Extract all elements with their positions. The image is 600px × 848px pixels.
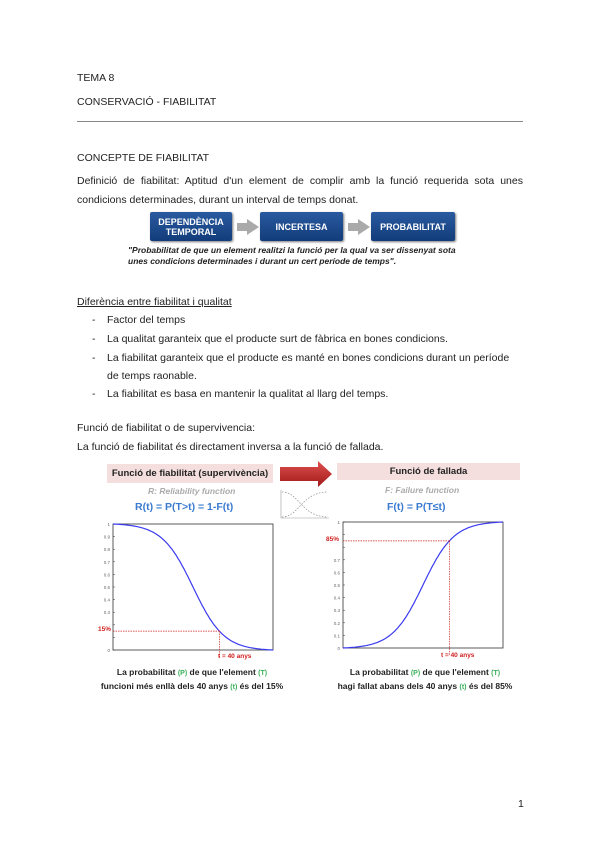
arrow-icon	[358, 219, 370, 235]
failure-title: Funció de fallada	[337, 463, 520, 480]
document-page: TEMA 8 CONSERVACIÓ - FIABILITAT CONCEPTE DE FIABILITAT Definició de fiabilitat: Aptitud d'un element de complir amb la funció requerida sota unes condicions determinades, durant un interval de temps donat. DEPENDÈNCIA TEMPORAL INCERTESA PROBABILITAT "Probabilitat de que un element realitzi la funció per la qual va ser dissenyat sota unes condicions determinades i durant un cert període de temps". Diferència entre fiabilitat i qualitat - Factor del temps - La qualitat garanteix que el producte surt de fàbrica en bones condicions. - La fiabilitat garanteix que el producte es manté en bones condicions durant un període de temps raonable. - La fiabilitat es basa en mantenir la qualitat al llarg del temps. Funció de fiabilitat o de supervivencia: La funció de fiabilitat és directament inversa a la funció de fallada. Funció de fiabilitat (supervivència) R: Reliability function R(t) = P(T>t) = 1-F(t) Funció de fallada F: Failure function F(t) = P(T≤t) 0 0.3 0.4 0.5 0.6 0.7 0.8 0.9 1 0 0.1 0.2 0.3 0.4 0.5 0.6 0.7 1 15% t = 40 anys 85% t = 40 anys La probabilitat (P) de que l'element (T) funcioni més enllà dels 40 anys (t) és del 15% La probabilitat (P) de que l'element (T) hagi fallat abans dels 40 anys (t) és del 85% 1	[0, 0, 600, 848]
reliability-title: Funció de fiabilitat (supervivència)	[107, 464, 273, 483]
y-tick-label: 0	[107, 648, 110, 653]
y-tick-label: 0.5	[333, 583, 340, 588]
y-tick-label: 0.4	[333, 595, 340, 601]
y-tick-label: 0.3	[333, 608, 340, 614]
section-heading: CONCEPTE DE FIABILITAT	[77, 152, 210, 164]
failure-chart	[325, 520, 515, 660]
y-tick-label: 0.6	[333, 570, 340, 576]
reliability-caption: La probabilitat (P) de que l'element (T) funcioni més enllà dels 40 anys (t) és del 15%	[100, 667, 284, 691]
reliability-t-label: t = 40 anys	[218, 653, 252, 660]
failure-formula: F(t) = P(T≤t)	[387, 501, 446, 513]
y-tick-label: 1	[107, 522, 110, 527]
arrow-icon	[247, 219, 259, 235]
y-tick-label: 0.4	[103, 597, 110, 603]
y-tick-label: 1	[337, 520, 340, 525]
y-tick-label: 0	[337, 646, 340, 651]
y-tick-label: 0.6	[103, 572, 110, 578]
failure-subtitle: F: Failure function	[385, 485, 460, 495]
reliability-chart	[95, 520, 275, 660]
reliability-formula: R(t) = P(T>t) = 1-F(t)	[135, 501, 234, 513]
quote-line: unes condicions determinades i durant un cert període de temps".	[128, 256, 397, 266]
topic-label: TEMA 8	[77, 72, 115, 84]
red-arrow-icon	[280, 461, 332, 487]
failure-t-label: t = 40 anys	[441, 652, 475, 659]
y-tick-label: 0.7	[103, 559, 110, 565]
diagram-box-probabilitat: PROBABILITAT	[371, 212, 455, 241]
mini-chart	[279, 488, 331, 520]
section-heading: Funció de fiabilitat o de supervivencia:	[77, 422, 256, 434]
failure-marker-label: 85%	[326, 536, 340, 543]
y-tick-label: 0.7	[333, 557, 340, 563]
section-heading: Diferència entre fiabilitat i qualitat	[77, 296, 232, 308]
diagram-box-dependencia: DEPENDÈNCIA TEMPORAL	[150, 212, 232, 241]
y-tick-label: 0.3	[103, 610, 110, 616]
definition-text: Definició de fiabilitat: Aptitud d'un element de complir amb la funció requerida sota unes condicions determinades, durant un interval de temps donat.	[77, 175, 523, 206]
divider	[77, 121, 523, 122]
diagram-box-incertesa: INCERTESA	[260, 212, 343, 241]
y-tick-label: 0.8	[103, 547, 110, 553]
definition-quote	[128, 245, 456, 267]
y-tick-label: 0.1	[333, 633, 340, 639]
section-text: La funció de fiabilitat és directament inversa a la funció de fallada.	[77, 441, 384, 453]
page-title: CONSERVACIÓ - FIABILITAT	[77, 96, 217, 108]
failure-caption: La probabilitat (P) de que l'element (T) hagi fallat abans dels 40 anys (t) és del 85%	[337, 667, 513, 691]
page-number: 1	[518, 798, 524, 810]
reliability-marker-label: 15%	[98, 626, 112, 633]
y-tick-label: 0.5	[103, 585, 110, 590]
y-tick-label: 0.2	[333, 620, 340, 626]
reliability-subtitle: R: Reliability function	[148, 486, 236, 496]
quote-line: "Probabilitat de que un element realitzi la funció per la qual va ser dissenyat sota	[128, 245, 456, 255]
y-tick-label: 0.9	[103, 534, 110, 540]
